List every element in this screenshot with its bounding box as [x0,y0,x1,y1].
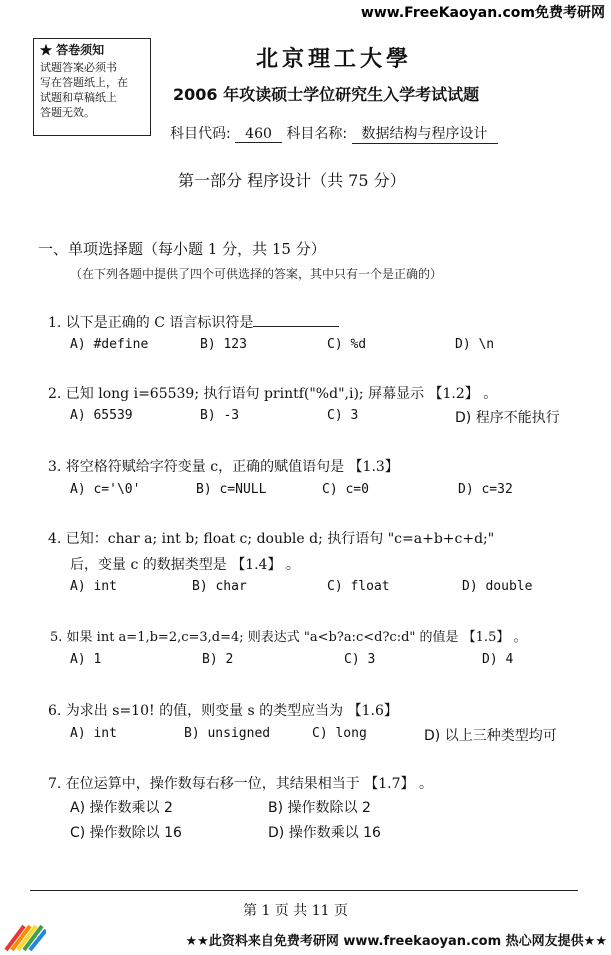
option-a: A) #define [70,337,149,352]
option-a: A) 1 [70,652,102,667]
option-d: D) 操作数乘以 16 [268,825,381,841]
option-b: B) 2 [202,652,234,667]
question-4-cont: 后，变量 c 的数据类型是 【1.4】 。 [70,557,300,573]
question-3: 3. 将空格符赋给字符变量 c，正确的赋值语句是 【1.3】 [48,459,399,475]
notice-line: 试题和草稿纸上 [40,91,117,104]
question-2: 2. 已知 long i=65539; 执行语句 printf("%d",i); 屏幕显示 【1.2】 。 [48,386,498,402]
option-c: C) 3 [344,652,376,667]
option-b: B) c=NULL [196,482,267,497]
option-b: B) 123 [200,337,247,352]
option-c: C) 操作数除以 16 [70,825,182,841]
page-number: 第 1 页 共 11 页 [243,903,348,919]
option-a: A) c='\0' [70,482,141,497]
colorful-stripes-icon [2,912,46,952]
answer-notice-box [33,38,151,136]
question-7: 7. 在位运算中，操作数每右移一位，其结果相当于 【1.7】 。 [48,776,433,792]
option-a: A) 65539 [70,408,133,423]
option-a: A) 操作数乘以 2 [70,800,173,816]
subject-code-value: 460 [235,126,282,143]
option-a: A) int [70,726,117,741]
notice-title: ★ 答卷须知 [40,43,105,57]
option-c: C) long [312,726,367,741]
site-header-url[interactable]: www.FreeKaoyan.com免费考研网 [360,5,605,21]
option-c: C) c=0 [322,482,369,497]
university-name: 北京理工大學 [256,46,413,72]
footer-watermark: ★★此资料来自免费考研网 www.freekaoyan.com 热心网友提供★★ [185,934,607,949]
subject-name-label: 科目名称: [286,126,348,142]
notice-line: 答题无效。 [40,106,95,119]
option-b: B) unsigned [184,726,271,741]
section-title: 一、单项选择题（每小题 1 分，共 15 分） [38,240,326,258]
option-c: C) 3 [327,408,359,423]
option-d: D) c=32 [458,482,513,497]
option-d: D) 程序不能执行 [455,410,560,426]
option-b: B) char [192,579,247,594]
exam-title: 2006 年攻读硕士学位研究生入学考试试题 [173,85,480,104]
part-title: 第一部分 程序设计（共 75 分） [178,171,406,190]
option-d: D) 4 [482,652,514,667]
option-b: B) 操作数除以 2 [268,800,371,816]
option-d: D) \n [455,337,495,352]
option-a: A) int [70,579,117,594]
option-b: B) -3 [200,408,240,423]
footer-divider [30,890,578,891]
question-6: 6. 为求出 s=10! 的值，则变量 s 的类型应当为 【1.6】 [48,703,398,719]
subject-name-value: 数据结构与程序设计 [352,123,498,144]
notice-line: 写在答题纸上，在 [40,76,128,89]
subject-info-row [170,123,498,144]
subject-code-label: 科目代码: [170,126,231,142]
section-note: （在下列各题中提供了四个可供选择的答案，其中只有一个是正确的） [70,267,443,281]
option-c: C) float [327,579,390,594]
question-text: 1. 以下是正确的 C 语言标识符是 [48,315,254,331]
question-5: 5. 如果 int a=1,b=2,c=3,d=4; 则表达式 "a<b?a:c<d?c:d" 的值是 【1.5】 。 [50,630,527,645]
answer-blank [253,326,339,327]
option-d: D) double [462,579,533,594]
notice-line: 试题答案必须书 [40,61,117,74]
question-4: 4. 已知：char a; int b; float c; double d; 执行语句 "c=a+b+c+d;" [48,531,495,547]
option-d: D) 以上三种类型均可 [424,728,557,744]
question-1 [48,312,339,332]
option-c: C) %d [327,337,367,352]
